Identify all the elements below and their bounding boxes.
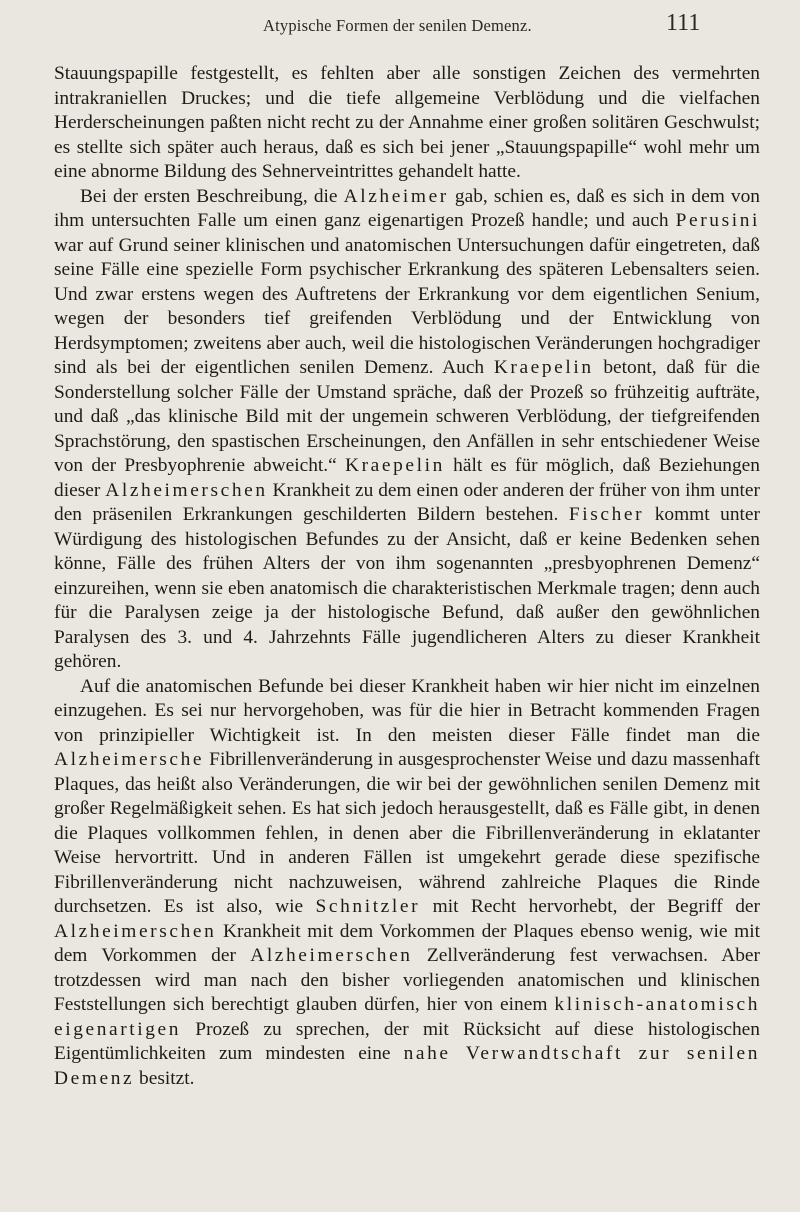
paragraph: [54, 185, 760, 675]
text-run: gab, schien es, daß es sich in dem von ihm untersuchten Falle um einen ganz eigenartigen Prozeß handle; und auch: [54, 185, 760, 231]
text-run: betont, daß für die Sonderstellung solcher Fälle der Umstand spräche, daß der Prozeß so frühzeitig aufträte, und daß „das klinische Bild mit der ungemein schweren Verblödung, der tiefgreifenden Sprachstörung, den spastischen Erscheinungen, den Anfällen in sehr entschiedener Weise von der Presbyophrenie abweicht.“: [54, 357, 760, 476]
spaced-name: Kraepelin: [493, 357, 594, 378]
body-text: [54, 62, 760, 1091]
text-run: Krankheit mit dem Vorkommen der Plaques ebenso wenig, wie mit dem Vorkommen der: [54, 920, 760, 966]
spaced-name: Schnitzler: [315, 896, 421, 917]
spaced-name: Alzheimersche: [54, 749, 205, 770]
running-title: Atypische Formen der senilen Demenz.: [263, 16, 532, 35]
spaced-name: Fischer: [568, 504, 645, 525]
spaced-name: Perusini: [675, 210, 760, 231]
spaced-name: Alzheimer: [343, 185, 449, 207]
running-head: [0, 10, 800, 40]
spaced-name: Alzheimerschen: [250, 945, 413, 966]
spaced-name: klinisch-anatomisch eigenartigen: [54, 994, 760, 1040]
spaced-name: Kraepelin: [345, 455, 445, 476]
spaced-name: nahe Verwandtschaft zur senilen Demenz: [54, 1043, 760, 1089]
text-run: mit Recht hervorhebt, der Begriff der: [420, 896, 760, 917]
text-run: Fibrillenveränderung in ausgesprochenster Weise und dazu massenhaft Plaques, das heißt also Veränderungen, die wir bei der gewöhnlichen senilen Demenz mit großer Regelmäßigkeit sehen. Es hat sich jedoch herausgestellt, daß es Fälle gibt, in denen die Plaques vollkommen fehlen, in denen aber die Fibrillenveränderung in eklatanter Weise hervortritt. Und in anderen Fällen ist umgekehrt gerade diese spezifische Fibrillenveränderung nicht nachzuweisen, während zahlreiche Plaques die Rinde durchsetzen. Es ist also, wie: [54, 749, 760, 917]
text-run: Zellveränderung fest verwachsen. Aber trotzdessen wird man nach den bisher vorliegenden anatomischen und klinischen Feststellungen sich berechtigt glauben dürfen, hier von einem: [54, 945, 760, 1015]
text-run: Auf die anatomischen Befunde bei dieser Krankheit haben wir hier nicht im einzelnen einzugehen. Es sei nur hervorgehoben, was für die hier in Betracht kommenden Fragen von prinzipieller Wichtigkeit ist. In den meisten dieser Fälle findet man die: [54, 675, 760, 746]
text-run: hält es für möglich, daß Beziehungen dieser: [54, 455, 760, 501]
text-run: besitzt.: [134, 1067, 195, 1089]
text-run: Bei der ersten Beschreibung, die: [80, 185, 344, 207]
paragraph: [54, 62, 760, 185]
text-run: war auf Grund seiner klinischen und anatomischen Untersuchungen dafür eingetreten, daß seine Fälle eine spezielle Form psychischer Erkrankung des späteren Lebensalters seien. Und zwar erstens wegen des Auftretens der Erkrankung vor dem eigentlichen Senium, wegen der besonders tief greifenden Verblödung und der Entwicklung von Herdsymptomen; zweitens aber auch, weil die histologischen Veränderungen hochgradiger sind als bei der eigentlichen senilen Demenz. Auch: [54, 234, 760, 378]
text-run: Prozeß zu sprechen, der mit Rücksicht auf diese histologischen Eigentümlichkeiten zum mindesten eine: [54, 1018, 760, 1064]
paragraph: [54, 675, 760, 1092]
spaced-name: Alzheimerschen: [54, 920, 217, 942]
spaced-name: Alzheimerschen: [105, 479, 268, 501]
text-run: Krankheit zu dem einen oder anderen der früher von ihm unter den präsenilen Erkrankungen geschilderten Bildern bestehen.: [54, 479, 761, 525]
text-run: kommt unter Würdigung des histologischen Befundes zu der Ansicht, daß er keine Bedenken sehen könne, Fälle des frühen Alters der von ihm sogenannten „presbyophrenen Demenz“ einzureihen, wenn sie eben anatomisch die charakteristischen Merkmale tragen; denn auch für die Paralysen zeige ja der histologische Befund, daß außer den gewöhnlichen Paralysen des 3. und 4. Jahrzehnts Fälle jugendlicheren Alters zu dieser Krankheit gehören.: [54, 504, 760, 672]
text-run: Stauungspapille festgestellt, es fehlten aber alle sonstigen Zeichen des vermehrten intrakraniellen Druckes; und die tiefe allgemeine Verblödung und die vielfachen Herderscheinungen paßten nicht recht zu der Annahme einer großen solitären Geschwulst; es stellte sich später auch heraus, daß es sich bei jener „Stauungspapille“ wohl mehr um eine abnorme Bildung des Sehnerveintrittes gehandelt hatte.: [54, 63, 760, 182]
page-number: 111: [666, 10, 701, 36]
